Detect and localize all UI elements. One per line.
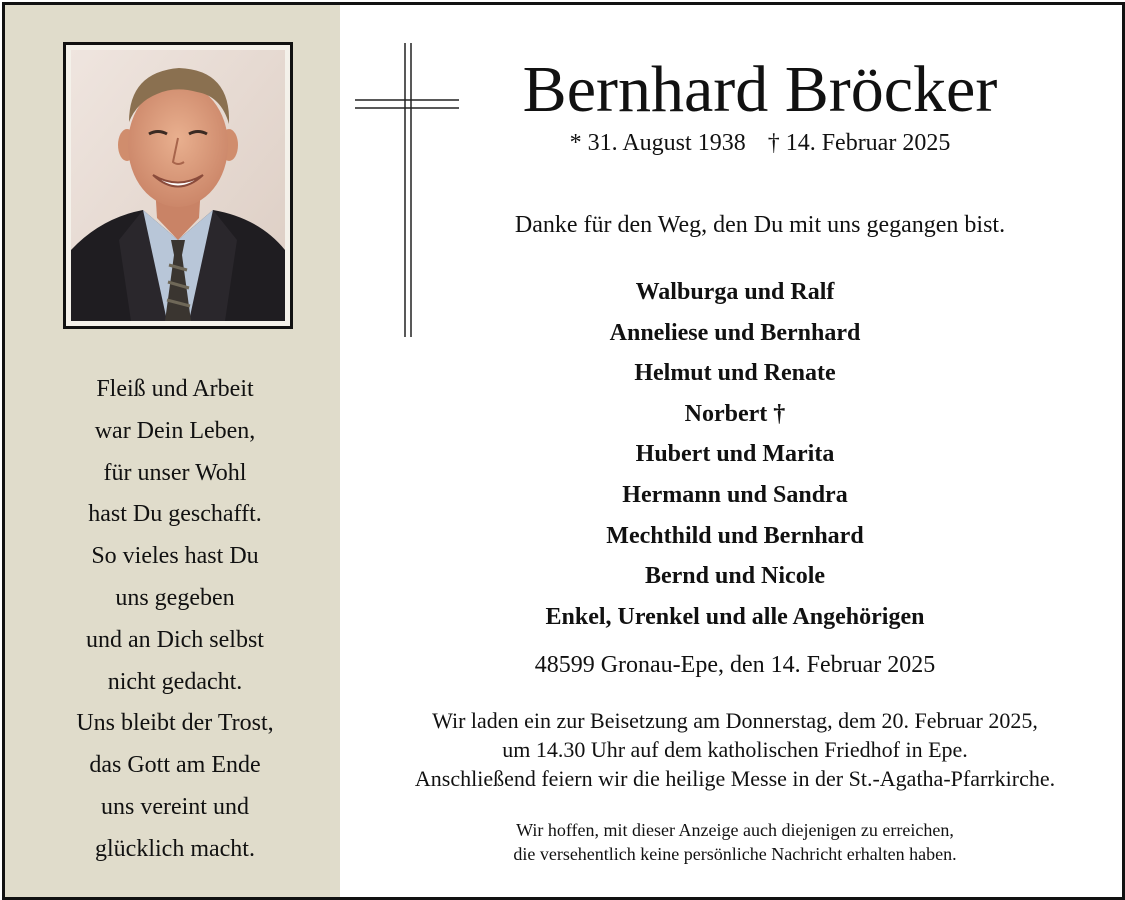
- mourner-name: Enkel, Urenkel und alle Angehörigen: [545, 603, 925, 630]
- poem-line: das Gott am Ende: [89, 752, 261, 779]
- poem-line: für unser Wohl: [103, 459, 247, 486]
- note-line: Wir hoffen, mit dieser Anzeige auch diejenigen zu erreichen,: [516, 820, 954, 840]
- funeral-invitation: [345, 706, 1125, 793]
- poem-line: war Dein Leben,: [94, 417, 256, 444]
- mourner-name: Walburga und Ralf: [635, 279, 835, 305]
- place-and-date: 48599 Gronau-Epe, den 14. Februar 2025: [534, 652, 936, 678]
- mourner-name: Anneliese und Bernhard: [609, 319, 861, 346]
- poem-line: So vieles hast Du: [91, 543, 259, 570]
- funeral-line: Wir laden ein zur Beisetzung am Donnerstag, dem 20. Februar 2025,: [432, 708, 1038, 733]
- poem-line: und an Dich selbst: [86, 626, 264, 653]
- mourner-name: Hubert und Marita: [635, 441, 835, 468]
- poem: [5, 369, 345, 871]
- funeral-line: Anschließend feiern wir die heilige Messe in der St.-Agatha-Pfarrkirche.: [414, 766, 1056, 791]
- funeral-line: um 14.30 Uhr auf dem katholischen Friedhof in Epe.: [502, 737, 968, 762]
- poem-line: hast Du geschafft.: [88, 501, 262, 528]
- notice-note: [435, 818, 1035, 866]
- life-dates: [445, 127, 1075, 159]
- poem-line: glücklich macht.: [95, 835, 255, 862]
- portrait-photo: [71, 50, 285, 321]
- poem-line: uns gegeben: [115, 584, 235, 611]
- birth-date: * 31. August 1938: [569, 130, 746, 156]
- poem-line: Fleiß und Arbeit: [96, 376, 254, 402]
- mourner-name: Norbert †: [684, 400, 786, 427]
- poem-line: Uns bleibt der Trost,: [76, 710, 274, 737]
- death-date: † 14. Februar 2025: [767, 130, 951, 156]
- note-line: die versehentlich keine persönliche Nachricht erhalten haben.: [513, 844, 957, 864]
- portrait-frame: [63, 42, 293, 329]
- obituary-notice: [2, 2, 1125, 900]
- poem-line: uns vereint und: [101, 793, 249, 820]
- thanks-line: Danke für den Weg, den Du mit uns gegangen bist.: [514, 212, 1006, 238]
- mourners-list: [435, 272, 1035, 637]
- mourner-name: Helmut und Renate: [634, 360, 836, 387]
- deceased-name: Bernhard Bröcker: [522, 53, 998, 126]
- mourner-name: Bernd und Nicole: [644, 563, 826, 590]
- mourner-name: Mechthild und Bernhard: [606, 522, 864, 549]
- poem-line: nicht gedacht.: [107, 668, 243, 695]
- mourner-name: Hermann und Sandra: [622, 481, 848, 508]
- left-sidebar: [5, 5, 340, 897]
